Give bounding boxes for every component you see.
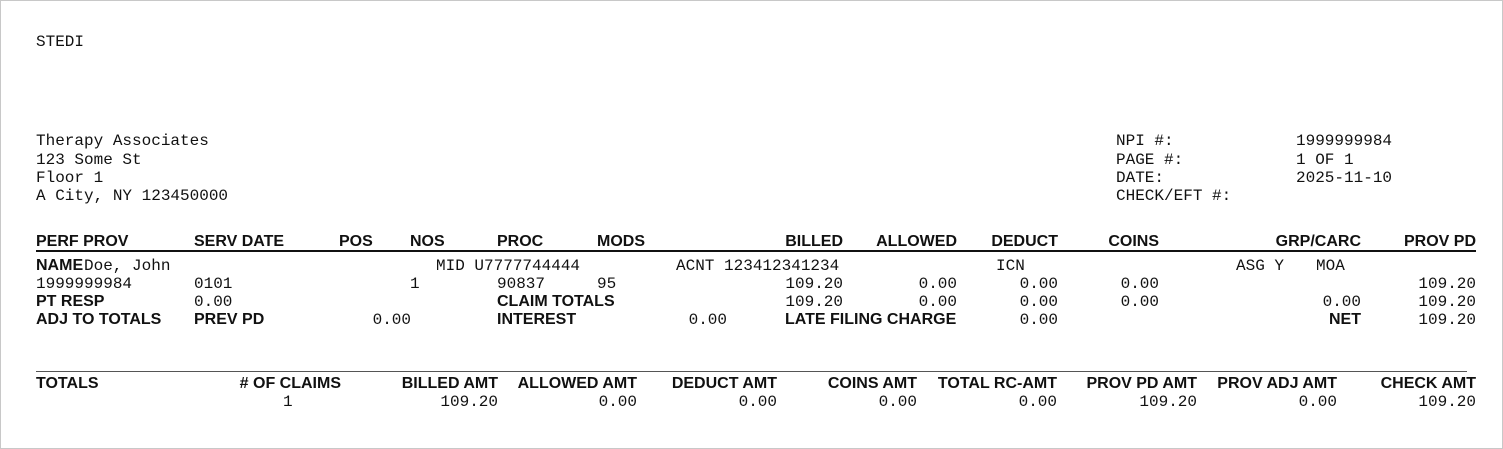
provider-address-line1: 123 Some St <box>36 151 142 169</box>
service-line-npi: 1999999984 <box>36 275 133 293</box>
totals-allowed-amt: 0.00 <box>598 393 637 411</box>
member-id: MID U7777744444 <box>436 257 581 275</box>
claim-totals-grp-carc: 0.00 <box>1322 293 1361 311</box>
col-header-deduct: DEDUCT <box>991 233 1058 250</box>
totals-prov-adj-amt: 0.00 <box>1298 393 1337 411</box>
col-header-allowed: ALLOWED <box>876 233 957 250</box>
totals-coins-amt: 0.00 <box>878 393 917 411</box>
claim-totals-allowed: 0.00 <box>918 293 957 311</box>
moa-label: MOA <box>1316 257 1345 275</box>
sender-name: STEDI <box>36 33 85 51</box>
col-header-mods: MODS <box>597 233 645 250</box>
late-filing-charge-label: LATE FILING CHARGE <box>785 311 957 328</box>
provider-address-line2: Floor 1 <box>36 169 104 187</box>
service-line-mods: 95 <box>597 275 617 293</box>
prev-pd-value: 0.00 <box>372 311 411 329</box>
totals-header-deduct-amt: DEDUCT AMT <box>671 375 777 392</box>
service-line-allowed: 0.00 <box>918 275 957 293</box>
adj-to-totals-label: ADJ TO TOTALS <box>36 311 162 328</box>
date-label: DATE: <box>1116 169 1165 187</box>
claim-totals-deduct: 0.00 <box>1019 293 1058 311</box>
totals-header-num-claims: # OF CLAIMS <box>239 375 341 392</box>
service-line-coins: 0.00 <box>1120 275 1159 293</box>
service-line-date: 0101 <box>194 275 233 293</box>
totals-header-prov-pd-amt: PROV PD AMT <box>1086 375 1197 392</box>
totals-header-label: TOTALS <box>36 375 99 392</box>
col-header-serv-date: SERV DATE <box>194 233 285 250</box>
assignment-indicator: ASG Y <box>1236 257 1285 275</box>
net-value: 109.20 <box>1418 311 1476 329</box>
totals-num-claims: 1 <box>283 393 293 411</box>
late-filing-charge-value: 0.00 <box>1019 311 1058 329</box>
claim-totals-billed: 109.20 <box>785 293 843 311</box>
col-header-perf-prov: PERF PROV <box>36 233 129 250</box>
pt-resp-label: PT RESP <box>36 293 105 310</box>
totals-header-prov-adj-amt: PROV ADJ AMT <box>1217 375 1337 392</box>
col-header-prov-pd: PROV PD <box>1403 233 1476 250</box>
claim-totals-coins: 0.00 <box>1120 293 1159 311</box>
service-line-deduct: 0.00 <box>1019 275 1058 293</box>
totals-header-allowed-amt: ALLOWED AMT <box>517 375 637 392</box>
prev-pd-label: PREV PD <box>194 311 265 328</box>
pt-resp-value: 0.00 <box>194 293 233 311</box>
header-divider <box>36 250 1476 252</box>
claim-totals-prov-pd: 109.20 <box>1418 293 1476 311</box>
provider-name: Therapy Associates <box>36 132 209 150</box>
date-value: 2025-11-10 <box>1296 169 1393 187</box>
icn-label: ICN <box>996 257 1025 275</box>
patient-name-label: NAME <box>36 257 84 274</box>
service-line-proc: 90837 <box>497 275 546 293</box>
col-header-proc: PROC <box>497 233 544 250</box>
claim-totals-label: CLAIM TOTALS <box>497 293 615 310</box>
col-header-pos: POS <box>339 233 373 250</box>
net-label: NET <box>1329 311 1361 328</box>
interest-label: INTEREST <box>497 311 577 328</box>
totals-header-coins-amt: COINS AMT <box>827 375 917 392</box>
totals-prov-pd-amt: 109.20 <box>1139 393 1197 411</box>
col-header-nos: NOS <box>410 233 445 250</box>
totals-check-amt: 109.20 <box>1418 393 1476 411</box>
totals-header-billed-amt: BILLED AMT <box>401 375 498 392</box>
patient-name-value: Doe, John <box>84 257 171 275</box>
check-eft-label: CHECK/EFT #: <box>1116 187 1232 205</box>
totals-deduct-amt: 0.00 <box>738 393 777 411</box>
interest-value: 0.00 <box>688 311 727 329</box>
col-header-billed: BILLED <box>785 233 843 250</box>
totals-header-total-rc-amt: TOTAL RC-AMT <box>937 375 1057 392</box>
totals-divider <box>36 371 1467 372</box>
page-number-value: 1 OF 1 <box>1296 151 1354 169</box>
col-header-grp-carc: GRP/CARC <box>1275 233 1361 250</box>
provider-city-state-zip: A City, NY 123450000 <box>36 187 229 205</box>
service-line-prov-pd: 109.20 <box>1418 275 1476 293</box>
service-line-nos: 1 <box>410 275 420 293</box>
totals-header-check-amt: CHECK AMT <box>1380 375 1476 392</box>
service-line-billed: 109.20 <box>785 275 843 293</box>
col-header-coins: COINS <box>1108 233 1159 250</box>
npi-value: 1999999984 <box>1296 132 1393 150</box>
patient-account: ACNT 123412341234 <box>676 257 840 275</box>
npi-label: NPI #: <box>1116 132 1174 150</box>
totals-billed-amt: 109.20 <box>440 393 498 411</box>
page-number-label: PAGE #: <box>1116 151 1184 169</box>
totals-total-rc-amt: 0.00 <box>1018 393 1057 411</box>
